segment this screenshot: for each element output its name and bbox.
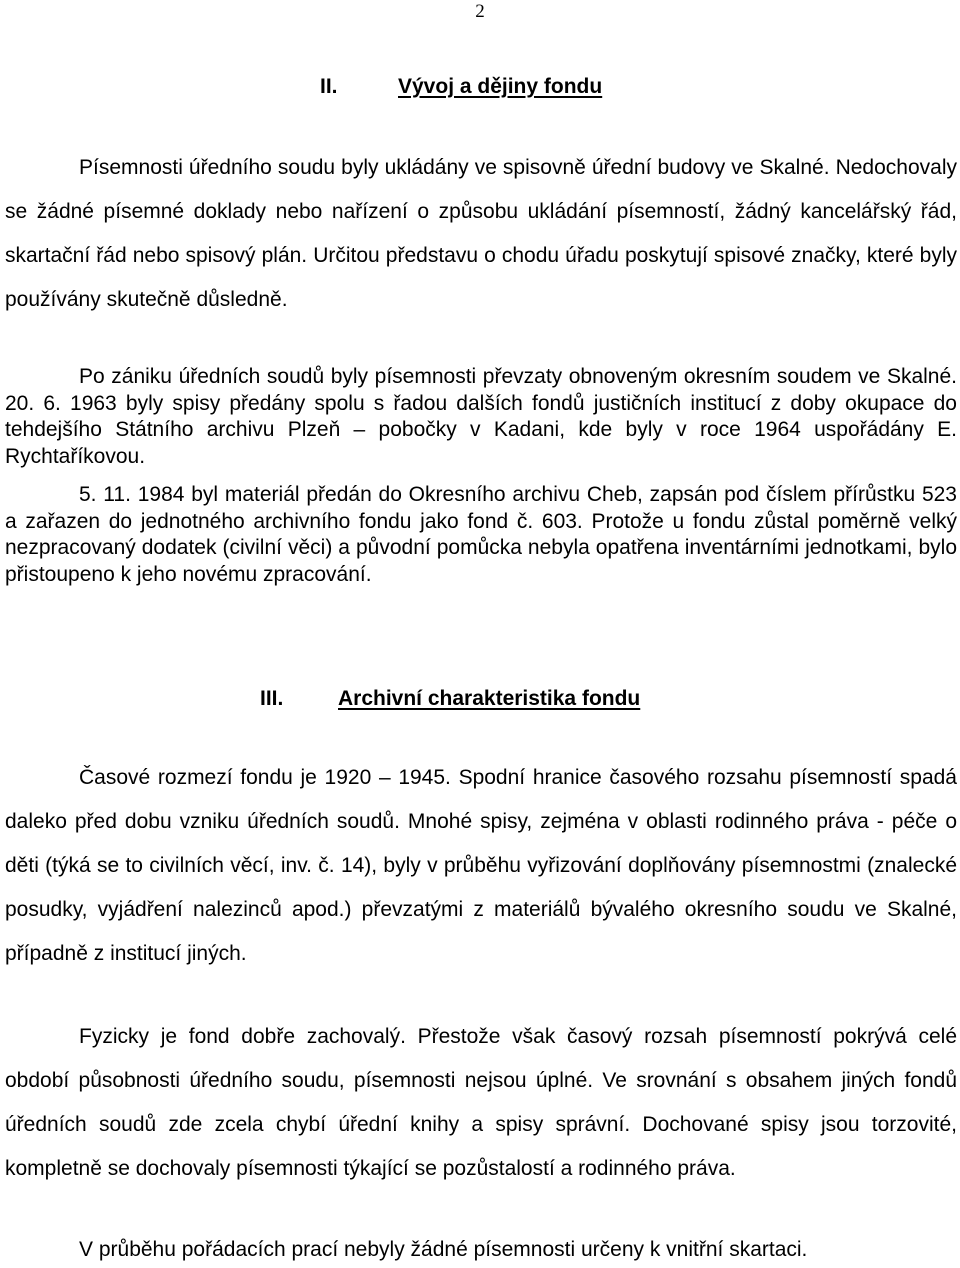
page-number: 2 bbox=[475, 1, 485, 22]
paragraph: Časové rozmezí fondu je 1920 – 1945. Spodní hranice časového rozsahu písemností spadá daleko před dobu vzniku úředních soudů. Mnohé spisy, zejména v oblasti rodinného práva - péče o děti (týká se to civilních věcí, inv. č. 14), byly v průběhu vyřizování doplňovány písemnostmi (znalecké posudky, vyjádření nalezinců apod.) převzatými z materiálů bývalého okresního soudu ve Skalné, případně z institucí jiných. bbox=[5, 766, 957, 965]
paragraph: Po zániku úředních soudů byly písemnosti převzaty obnoveným okresním soudem ve Skalné. 20. 6. 1963 byly spisy předány spolu s řadou dalších fondů justičních institucí z doby okupace do tehdejšího Státního archivu Plzeň – pobočky v Kadani, kde byly v roce 1964 uspořádány E. Rychtaříkovou. bbox=[5, 365, 957, 468]
section-title: Vývoj a dějiny fondu bbox=[398, 75, 603, 98]
paragraph: 5. 11. 1984 byl materiál předán do Okresního archivu Cheb, zapsán pod číslem přírůstku 523 a zařazen do jednotného archivního fondu jako fond č. 603. Protože u fondu zůstal poměrně velký nezpracovaný dodatek (civilní věci) a původní pomůcka nebyla opatřena inventárními jednotkami, bylo přistoupeno k jeho novému zpracování. bbox=[5, 483, 957, 586]
section-number: III. bbox=[260, 687, 284, 710]
paragraph: Fyzicky je fond dobře zachovalý. Přestože však časový rozsah písemností pokrývá celé období působnosti úředního soudu, písemnosti nejsou úplné. Ve srovnání s obsahem jiných fondů úředních soudů zde zcela chybí úřední knihy a spisy správní. Dochované spisy jsou torzovité, kompletně se dochovaly písemnosti týkající se pozůstalostí a rodinného práva. bbox=[5, 1025, 957, 1180]
paragraph: V průběhu pořádacích prací nebyly žádné písemnosti určeny k vnitřní skartaci. bbox=[79, 1238, 808, 1261]
section-title: Archivní charakteristika fondu bbox=[338, 687, 641, 710]
section-heading-2 bbox=[320, 74, 602, 100]
section-heading-3 bbox=[260, 686, 640, 712]
section-number: II. bbox=[320, 75, 338, 98]
paragraph: Písemnosti úředního soudu byly ukládány ve spisovně úřední budovy ve Skalné. Nedochovaly se žádné písemné doklady nebo nařízení o způsobu ukládání písemností, žádný kancelářský řád, skartační řád nebo spisový plán. Určitou představu o chodu úřadu poskytují spisové značky, které byly používány skutečně důsledně. bbox=[5, 156, 957, 311]
